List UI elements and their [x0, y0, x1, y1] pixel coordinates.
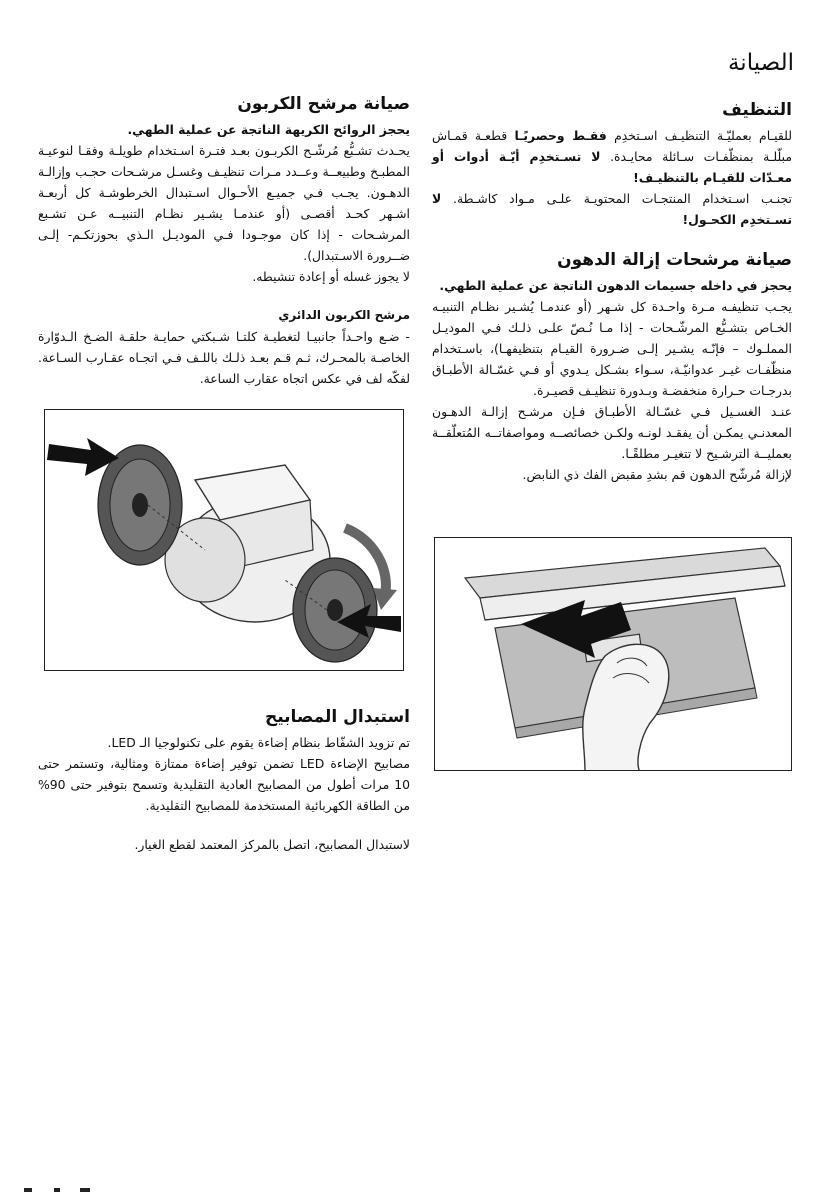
carbon-paragraph-2: لا يجوز غسله أو إعادة تنشيطه. [252, 269, 410, 284]
lamps-paragraph-2: مصابيح الإضاءة LED تضمن توفير إضاءة ممتازة ومثالية، وتستمر حتى 10 مرات أطول من المصابيح العادية التقليدية وتسمح بتوفير حتى 90% من الطاقة الكهربائية المستخدمة للمصابيح التقليدية. [38, 756, 410, 813]
grease-filter-removal-icon [435, 538, 792, 771]
carbon-filter-figure [44, 409, 404, 671]
cleaning-paragraph-1 [432, 125, 792, 188]
page-edge-mark [24, 1186, 94, 1192]
grease-subheading: يحجز في داخله جسيمات الدهون الناتجة عن عملية الطهي. [439, 278, 792, 293]
cleaning-p2-b: لا تسـتخدِم الكحـول! [432, 191, 792, 227]
round-carbon-paragraph: - ضـع واحـداً جانبيـا لتغطيـة كلتـا شـبكتي حمايـة حلقـة الضـخ الـدوّارة الخاصـة بالمحـرك، ثـم قـم بعـد ذلـك باللـف فـي اتجـاه عقـارب السـاعة. لفكّه لف في عكس اتجاه عقارب الساعة. [38, 329, 410, 386]
lamps-paragraph-3: لاستبدال المصابيح، اتصل بالمركز المعتمد لقطع الغيار. [134, 837, 410, 852]
cleaning-p1-b: فقـط وحصريًـا [514, 128, 607, 143]
cleaning-p1-d: لا تسـتخدِم أيّـة أدوات أو معـدّات للقيـام بالتنظيـف! [432, 149, 792, 185]
lamps-paragraph-1: تم تزويد الشفّاط بنظام إضاءة يقوم على تكنولوجيا الـ LED. [107, 735, 410, 750]
carbon-filter-install-icon [45, 410, 404, 671]
cleaning-heading: التنظيف [722, 100, 792, 120]
left-column [38, 92, 410, 855]
carbon-subheading: يحجز الروائح الكريهة الناتجة عن عملية الطهي. [127, 122, 410, 137]
cleaning-paragraph-2 [432, 188, 792, 230]
grease-heading: صيانة مرشحات إزالة الدهون [557, 250, 792, 270]
page-title: الصيانة [727, 50, 794, 76]
cleaning-p2-a: تجنـب اسـتخدام المنتجـات المحتويـة علـى مـواد كاشـطة. [453, 191, 792, 206]
grease-filter-figure [434, 537, 792, 771]
grease-paragraph-2: عنـد الغسـيل فـي غسّـالة الأطبـاق فـإن مرشـح إزالـة الدهـون المعدنـي يمكـن أن يفقـد لونـه ولكـن خصائصــه ومواصفاتــه المُتعلّقــة بعمليــة الترشـيح لا تتغيـر مطلقًـا. [432, 404, 792, 461]
cleaning-p1-c: قطعـة قمـاش مبلّلـة بمنظّفـات سـائلة محايـدة. [432, 128, 792, 164]
carbon-paragraph-1: يحـدث تشـبُّع مُرشّـح الكربـون بعـد فتـرة اسـتخدام طويلـة وفقـا لنوعيـة المطبـخ وطبيعــة وعــدد مـرات تنظيـف وغسـل مرشـحات حجـب وإزالـة الدهـون. يجـب فـي جميـع الأحـوال اسـتبدال الخرطوشـة كل أربعـة اشـهر كحـد أقصـى (أو عندمـا يشـير نظـام التنبيــه عـن تشـبع المرشـحات - إذا كان موجـودا فـي الموديـل الـذي بحوزتكـم- إلـى ضــرورة الاسـتبدال). [38, 143, 410, 263]
right-column [432, 92, 792, 771]
round-carbon-heading: مرشح الكربون الدائري [278, 308, 410, 322]
cleaning-p1-a: للقيـام بعمليّـة التنظيـف اسـتخدِم [614, 128, 792, 143]
grease-paragraph-3: لإزالة مُرشّح الدهون قم بشدِ مقبض الفك ذي النابض. [522, 467, 792, 482]
lamps-heading: استبدال المصابيح [264, 707, 410, 727]
carbon-heading: صيانة مرشح الكربون [237, 94, 410, 114]
grease-paragraph-1: يجـب تنظيفـه مـرة واحـدة كل شـهر (أو عندمـا يُشـير نظـام التنبيـه الخـاص بتشـبُّع المرشّـحات - إذا مـا نُـصّ علـى ذلـك فـي الموديـل المملـوك – فإنّـه يشـير إلـى ضـرورة القيـام بتنظيفهـا)، باسـتخدام منظّفـات غيـر عدوانيّـة، سـواء بشـكل يـدوي أو فـي غسّـالة الأطبـاق بدرجـات حـرارة منخفضـة وبـدورة تنظيـف قصيـرة. [432, 299, 792, 398]
